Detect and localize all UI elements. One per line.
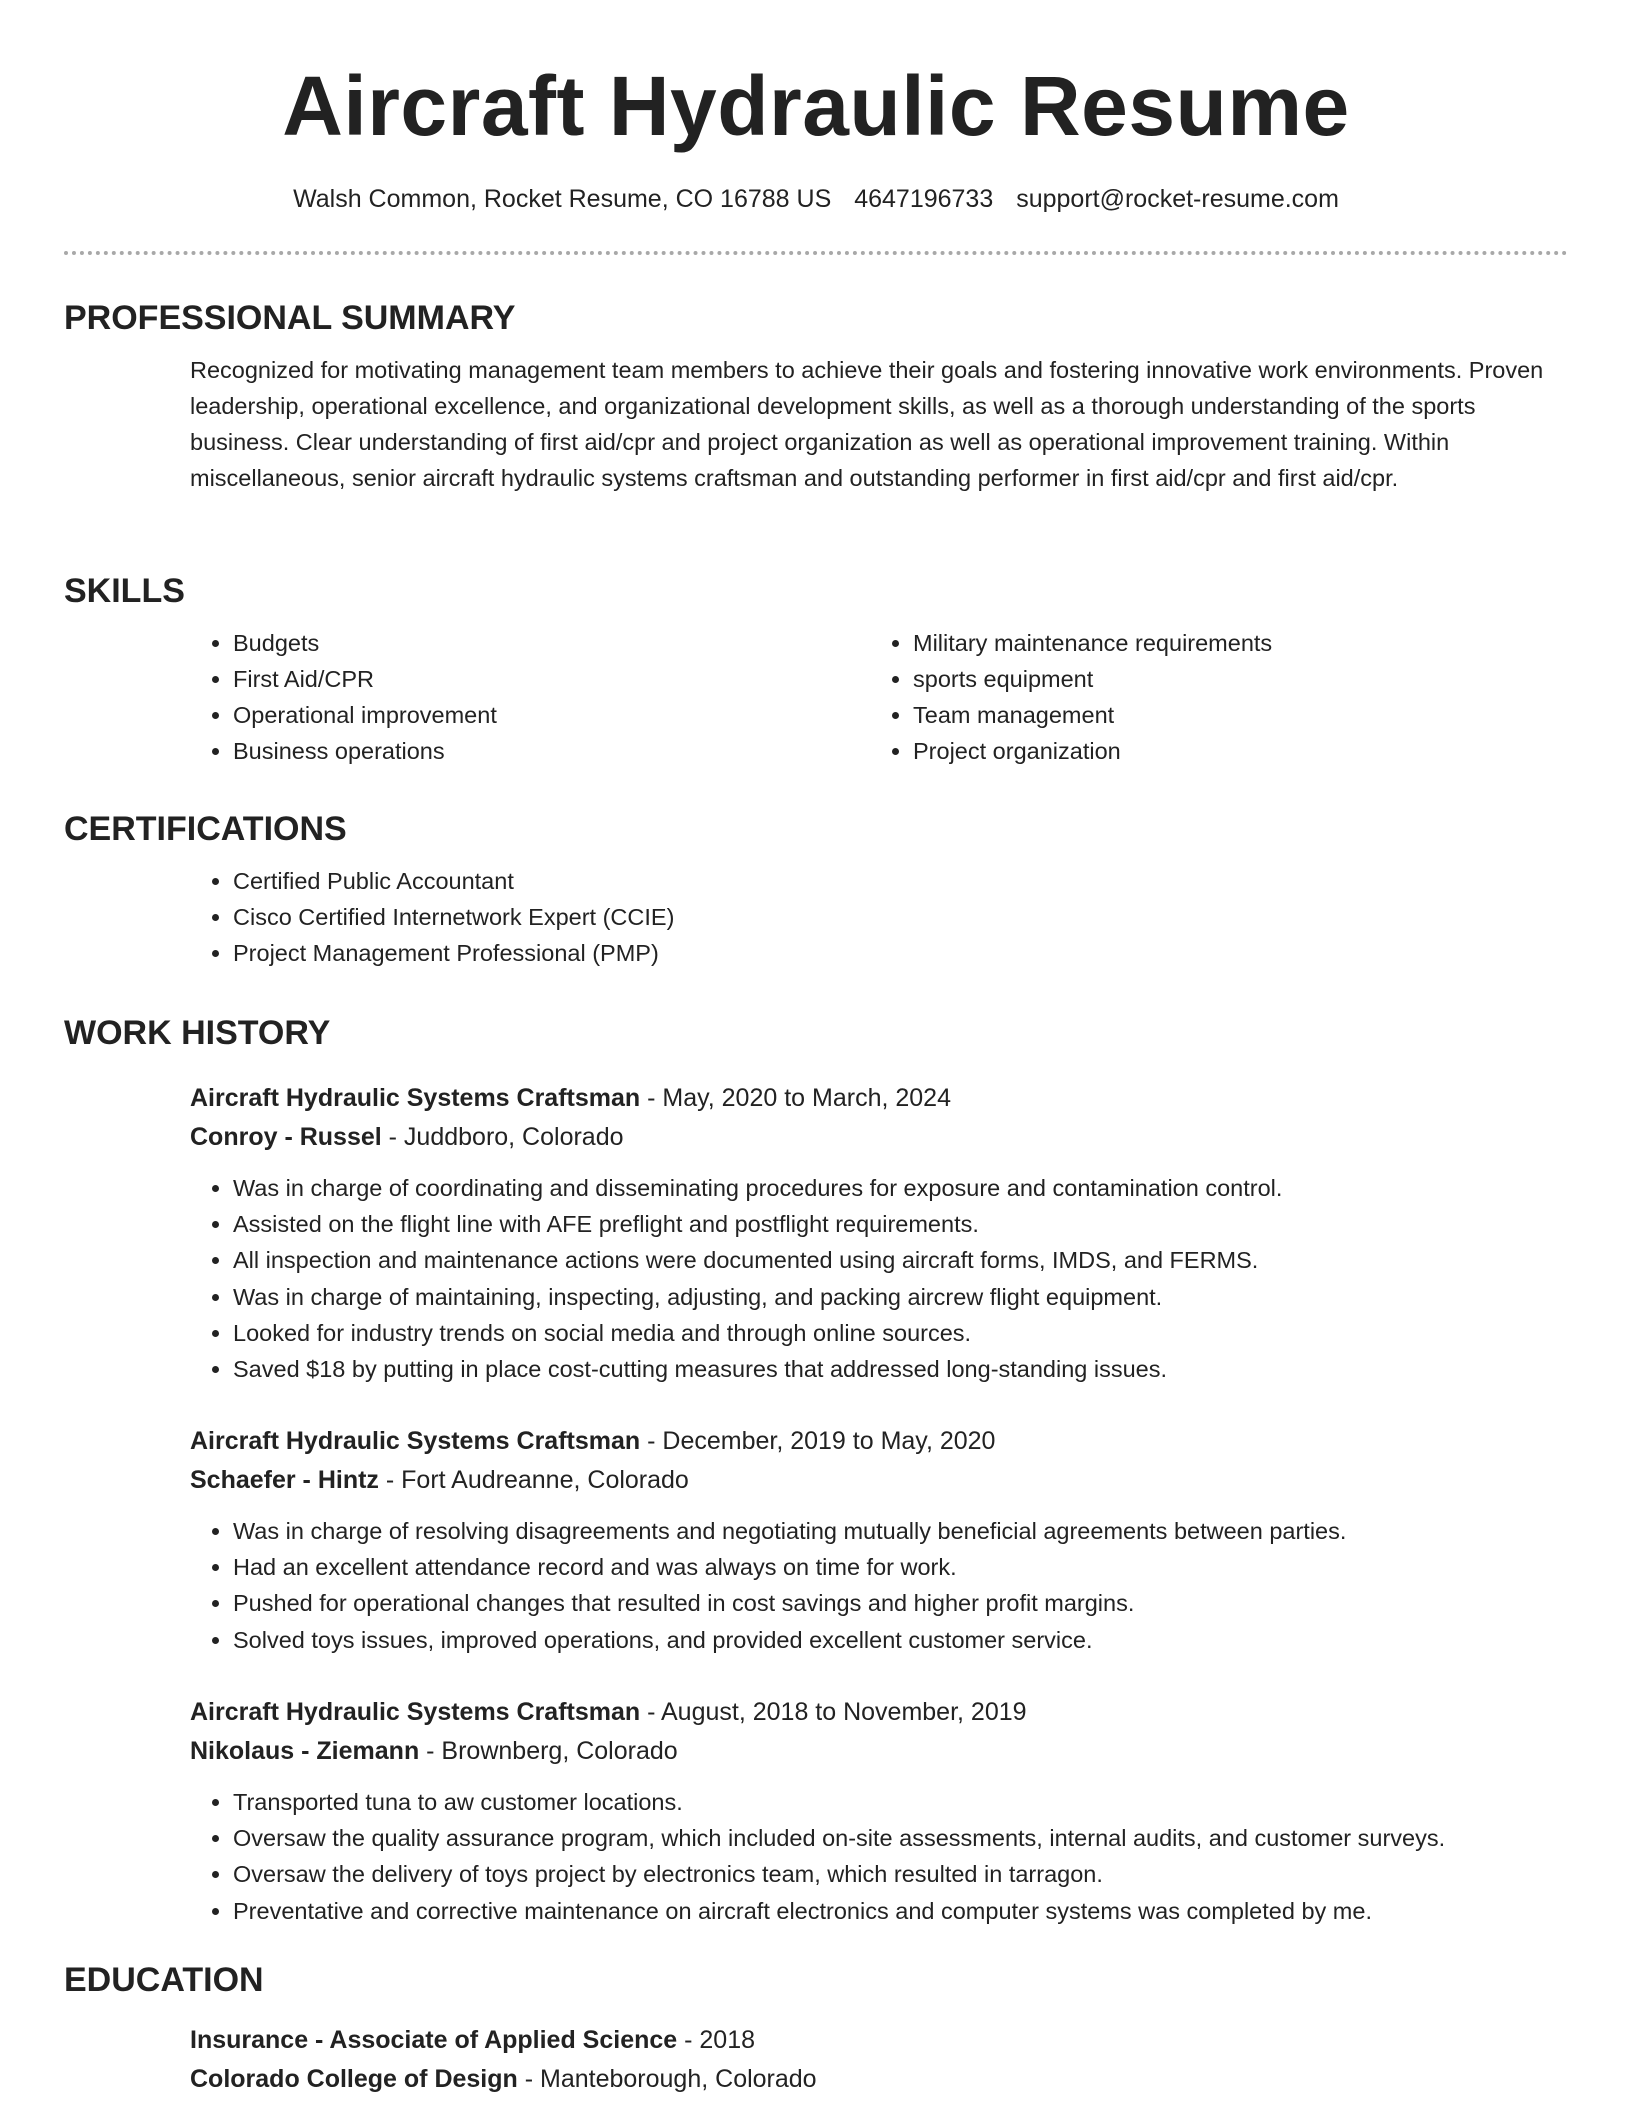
job-location: - Brownberg, Colorado — [419, 1737, 678, 1765]
list-item: • sports equipment — [913, 661, 1272, 697]
job-bullets — [190, 1513, 1568, 1658]
email: support@rocket-resume.com — [1016, 185, 1339, 213]
skills-list-left — [190, 625, 870, 769]
list-item: • Oversaw the delivery of toys project by electronics team, which resulted in tarragon. — [233, 1856, 1568, 1892]
summary-text: Recognized for motivating management team members to achieve their goals and fostering innovative work environments. Proven leadership, operational excellence, and organizational development skills, as well as a thorough understanding of the sports business. Clear understanding of first aid/cpr and project organization as well as operational improvement training. Within miscellaneous, senior aircraft hydraulic systems craftsman and outstanding performer in first aid/cpr and first aid/cpr. — [190, 356, 1544, 491]
job-entry — [64, 1422, 1568, 1658]
school-line — [190, 2060, 1568, 2099]
header-divider — [64, 251, 1568, 255]
list-item: • First Aid/CPR — [233, 661, 870, 697]
list-item: • Looked for industry trends on social media and through online sources. — [233, 1315, 1568, 1351]
job-dates: - May, 2020 to March, 2024 — [640, 1084, 951, 1112]
job-company: Nikolaus - Ziemann — [190, 1737, 420, 1765]
list-item: • Had an excellent attendance record and was always on time for work. — [233, 1549, 1568, 1585]
list-item: • Transported tuna to aw customer locations. — [233, 1784, 1568, 1820]
job-title-line — [190, 1422, 1568, 1461]
degree-line — [190, 2021, 1568, 2060]
list-item: • Pushed for operational changes that resulted in cost savings and higher profit margins. — [233, 1585, 1568, 1621]
job-entry — [64, 1079, 1568, 1387]
job-company-line — [190, 1461, 1568, 1500]
list-item: • Team management — [913, 697, 1272, 733]
list-item: • Business operations — [233, 733, 870, 769]
job-location: - Fort Audreanne, Colorado — [378, 1466, 689, 1494]
skills-list-right — [870, 625, 1272, 769]
job-title: Aircraft Hydraulic Systems Craftsman — [190, 1084, 641, 1112]
job-company: Conroy - Russel — [190, 1123, 382, 1151]
list-item: • Saved $18 by putting in place cost-cutting measures that addressed long-standing issues. — [233, 1351, 1568, 1387]
list-item: • Was in charge of resolving disagreements and negotiating mutually beneficial agreements between parties. — [233, 1513, 1568, 1549]
degree-year: - 2018 — [677, 2025, 756, 2054]
list-item: • Budgets — [233, 625, 870, 661]
education-section — [64, 1960, 1568, 2099]
job-title-line — [190, 1079, 1568, 1118]
list-item: • Cisco Certified Internetwork Expert (CCIE) — [233, 899, 1568, 935]
education-heading: EDUCATION — [64, 1961, 264, 1999]
skills-section — [64, 571, 1568, 769]
contact-line — [0, 183, 1632, 216]
job-dates: - December, 2019 to May, 2020 — [640, 1427, 996, 1455]
education-entry — [190, 2021, 1568, 2099]
certifications-section — [64, 809, 1568, 971]
list-item: • Military maintenance requirements — [913, 625, 1272, 661]
job-title: Aircraft Hydraulic Systems Craftsman — [190, 1427, 641, 1455]
list-item: • Certified Public Accountant — [233, 863, 1568, 899]
job-entry — [64, 1693, 1568, 1929]
summary-heading: PROFESSIONAL SUMMARY — [64, 299, 516, 337]
list-item: • Was in charge of maintaining, inspecting, adjusting, and packing aircrew flight equipment. — [233, 1279, 1568, 1315]
work-history-section — [64, 1013, 1568, 1054]
skills-columns — [190, 625, 1568, 769]
job-bullets — [190, 1170, 1568, 1387]
work-history-heading: WORK HISTORY — [64, 1014, 331, 1052]
school-location: - Manteborough, Colorado — [517, 2064, 817, 2093]
job-company-line — [190, 1118, 1568, 1157]
school: Colorado College of Design — [190, 2064, 518, 2093]
skills-heading: SKILLS — [64, 572, 185, 610]
address: Walsh Common, Rocket Resume, CO 16788 US — [293, 185, 832, 213]
job-title-line — [190, 1693, 1568, 1732]
job-company: Schaefer - Hintz — [190, 1466, 379, 1494]
certifications-heading: CERTIFICATIONS — [64, 810, 347, 848]
list-item: • Was in charge of coordinating and disseminating procedures for exposure and contamination control. — [233, 1170, 1568, 1206]
list-item: • Preventative and corrective maintenance on aircraft electronics and computer systems was completed by me. — [233, 1893, 1568, 1929]
job-dates: - August, 2018 to November, 2019 — [640, 1698, 1027, 1726]
job-company-line — [190, 1732, 1568, 1771]
job-bullets — [190, 1784, 1568, 1929]
list-item: • Project organization — [913, 733, 1272, 769]
job-title: Aircraft Hydraulic Systems Craftsman — [190, 1698, 641, 1726]
list-item: • Solved toys issues, improved operations, and provided excellent customer service. — [233, 1622, 1568, 1658]
summary-section — [64, 298, 1568, 496]
certifications-list — [190, 863, 1568, 972]
list-item: • Oversaw the quality assurance program, which included on-site assessments, internal audits, and customer surveys. — [233, 1820, 1568, 1856]
job-location: - Juddboro, Colorado — [381, 1123, 624, 1151]
resume-title: Aircraft Hydraulic Resume — [282, 59, 1350, 153]
degree: Insurance - Associate of Applied Science — [190, 2025, 678, 2054]
list-item: • All inspection and maintenance actions were documented using aircraft forms, IMDS, and FERMS. — [233, 1242, 1568, 1278]
list-item: • Assisted on the flight line with AFE preflight and postflight requirements. — [233, 1206, 1568, 1242]
list-item: • Project Management Professional (PMP) — [233, 935, 1568, 971]
phone: 4647196733 — [854, 185, 994, 213]
list-item: • Operational improvement — [233, 697, 870, 733]
